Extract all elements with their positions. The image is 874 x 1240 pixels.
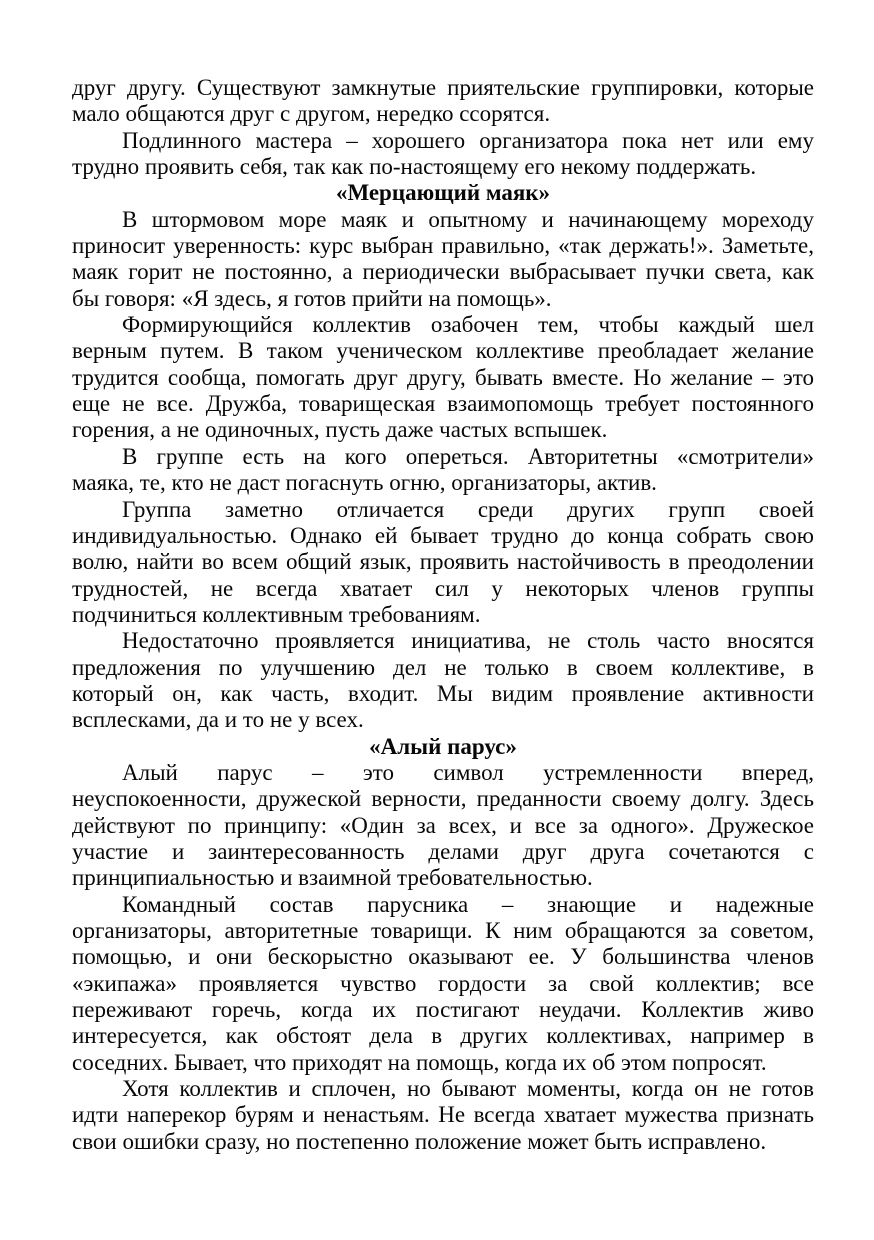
text-line bbox=[72, 101, 814, 127]
text-line-content: идти наперекор бурям и ненастьям. Не всегда хватает мужества признать bbox=[72, 1102, 814, 1128]
text-line bbox=[72, 839, 814, 865]
text-line-content: принципиальностью и взаимной требовательностью. bbox=[72, 865, 593, 891]
text-line-content: маяк горит не постоянно, а периодически выбрасывает пучки света, как bbox=[72, 259, 814, 285]
text-line-content: Недостаточно проявляется инициатива, не столь часто вносятся bbox=[122, 628, 814, 654]
text-line bbox=[72, 707, 814, 733]
text-line bbox=[72, 286, 814, 312]
text-line-content: мало общаются друг с другом, нередко ссорятся. bbox=[72, 101, 551, 127]
text-line-content: приносит уверенность: курс выбран правильно, «так держать!». Заметьте, bbox=[72, 233, 814, 259]
text-line bbox=[72, 971, 814, 997]
text-line bbox=[72, 470, 814, 496]
text-line-content: предложения по улучшению дел не только в своем коллективе, в bbox=[72, 654, 814, 680]
text-line bbox=[72, 655, 814, 681]
text-line-content: который он, как часть, входит. Мы видим проявление активности bbox=[72, 680, 814, 706]
text-line bbox=[72, 628, 814, 654]
text-line bbox=[72, 1102, 814, 1128]
text-line-content: всплесками, да и то не у всех. bbox=[72, 707, 364, 733]
text-line-content: бы говоря: «Я здесь, я готов прийти на помощь». bbox=[72, 285, 552, 311]
text-line bbox=[72, 1050, 814, 1076]
section-heading bbox=[72, 734, 814, 760]
text-line bbox=[72, 760, 814, 786]
text-line bbox=[72, 549, 814, 575]
text-line bbox=[72, 681, 814, 707]
text-line bbox=[72, 444, 814, 470]
text-line-content: свои ошибки сразу, но постепенно положение может быть исправлено. bbox=[72, 1128, 767, 1154]
text-line bbox=[72, 391, 814, 417]
text-line-content: трудно проявить себя, так как по-настоящему его некому поддержать. bbox=[72, 154, 757, 180]
text-line bbox=[72, 417, 814, 443]
text-line-content: индивидуальностью. Однако ей бывает трудно до конца собрать свою bbox=[72, 522, 814, 548]
text-line-content: подчиниться коллективным требованиям. bbox=[72, 601, 481, 627]
text-line-content: Группа заметно отличается среди других групп своей bbox=[122, 496, 814, 522]
text-line-content: организаторы, авторитетные товарищи. К ним обращаются за советом, bbox=[72, 918, 814, 943]
text-line bbox=[72, 786, 814, 812]
text-line-content: Командный состав парусника – знающие и надежные bbox=[122, 891, 814, 917]
text-line-content: Алый парус – это символ устремленности вперед, bbox=[122, 759, 814, 785]
text-line bbox=[72, 154, 814, 180]
text-line-content: еще не все. Дружба, товарищеская взаимопомощь требует постоянного bbox=[72, 391, 814, 417]
text-line-content: помощью, и они бескорыстно оказывают ее. У большинства членов bbox=[72, 944, 814, 970]
text-line-content: верным путем. В таком ученическом коллективе преобладает желание bbox=[72, 338, 814, 364]
text-line bbox=[72, 233, 814, 259]
text-line-content: интересуется, как обстоят дела в других коллективах, например в bbox=[72, 1023, 814, 1049]
section-heading-text: «Мерцающий маяк» bbox=[335, 180, 551, 206]
text-line-content: Подлинного мастера – хорошего организатора пока нет или ему bbox=[122, 127, 814, 153]
text-line-content: В штормовом море маяк и опытному и начинающему мореходу bbox=[122, 206, 814, 232]
text-line-content: горения, а не одиночных, пусть даже частых вспышек. bbox=[72, 417, 608, 443]
text-line bbox=[72, 944, 814, 970]
text-line bbox=[72, 918, 814, 944]
text-line bbox=[72, 338, 814, 364]
text-line bbox=[72, 813, 814, 839]
text-column bbox=[72, 75, 814, 1155]
text-line bbox=[72, 207, 814, 233]
text-line bbox=[72, 259, 814, 285]
section-heading-text: «Алый парус» bbox=[369, 733, 517, 759]
text-line-content: участие и заинтересованность делами друг друга сочетаются с bbox=[72, 838, 814, 864]
text-line-content: неуспокоенности, дружеской верности, преданности своему долгу. Здесь bbox=[72, 786, 814, 812]
text-line-content: трудится сообща, помогать друг другу, бывать вместе. Но желание – это bbox=[72, 364, 814, 390]
text-line-content: друг другу. Существуют замкнутые приятельские группировки, которые bbox=[72, 75, 814, 100]
section-heading bbox=[72, 180, 814, 206]
text-line bbox=[72, 997, 814, 1023]
text-line-content: соседних. Бывает, что приходят на помощь, когда их об этом попросят. bbox=[72, 1049, 767, 1075]
text-line bbox=[72, 1023, 814, 1049]
text-line-content: маяка, те, кто не даст погаснуть огню, организаторы, актив. bbox=[72, 470, 657, 496]
text-line bbox=[72, 365, 814, 391]
text-line-content: действуют по принципу: «Один за всех, и все за одного». Дружеское bbox=[72, 812, 814, 838]
text-line bbox=[72, 1129, 814, 1155]
text-line bbox=[72, 892, 814, 918]
text-line bbox=[72, 602, 814, 628]
text-line bbox=[72, 497, 814, 523]
text-line-content: трудностей, не всегда хватает сил у некоторых членов группы bbox=[72, 575, 814, 601]
text-line bbox=[72, 865, 814, 891]
text-line bbox=[72, 75, 814, 101]
text-line-content: переживают горечь, когда их постигают неудачи. Коллектив живо bbox=[72, 997, 814, 1023]
text-line bbox=[72, 128, 814, 154]
text-line-content: Формирующийся коллектив озабочен тем, чтобы каждый шел bbox=[122, 312, 814, 338]
text-line bbox=[72, 1076, 814, 1102]
text-line bbox=[72, 576, 814, 602]
text-line-content: «экипажа» проявляется чувство гордости за свой коллектив; все bbox=[72, 970, 814, 996]
text-line bbox=[72, 312, 814, 338]
text-line-content: В группе есть на кого опереться. Авторитетны «смотрители» bbox=[122, 443, 814, 469]
text-line-content: Хотя коллектив и сплочен, но бывают моменты, когда он не готов bbox=[122, 1076, 814, 1102]
text-line-content: волю, найти во всем общий язык, проявить настойчивость в преодолении bbox=[72, 549, 814, 575]
text-line bbox=[72, 523, 814, 549]
